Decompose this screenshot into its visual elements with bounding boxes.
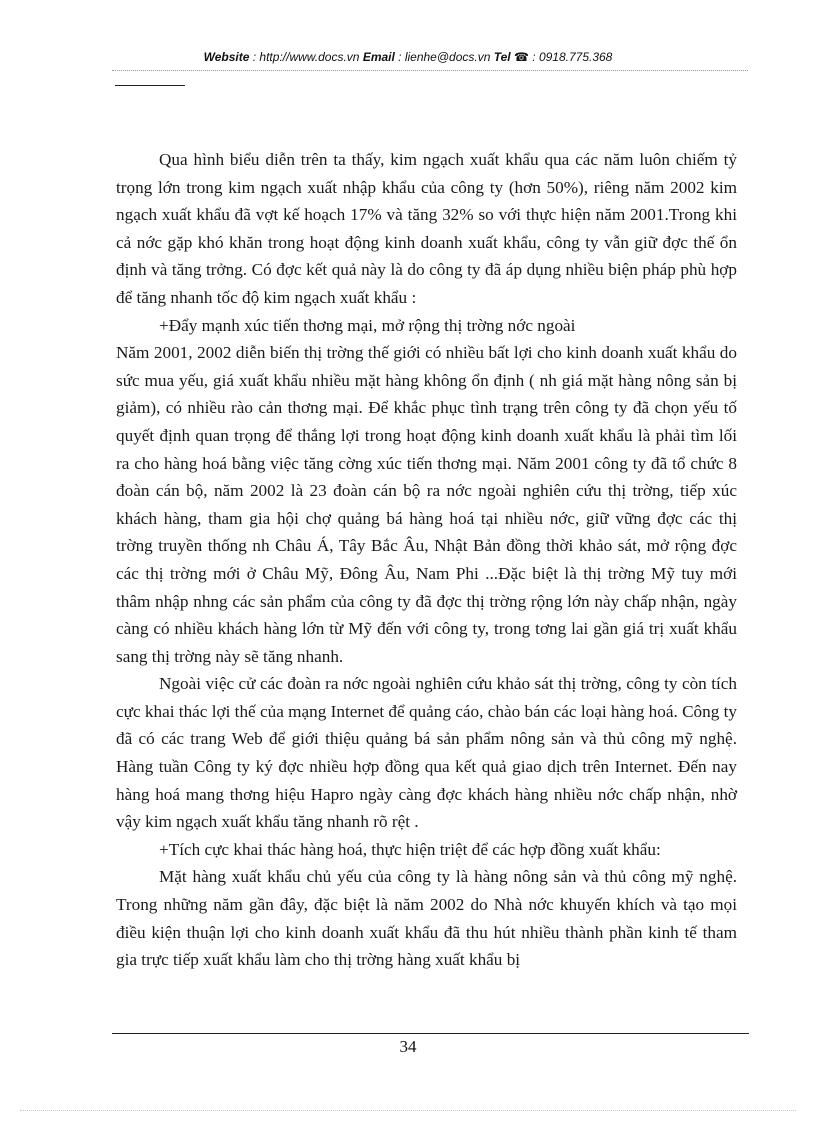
paragraph: +Tích cực khai thác hàng hoá, thực hiện triệt để các hợp đồng xuất khẩu: <box>159 839 661 859</box>
paragraph: Ngoài việc cử các đoàn ra nớc ngoài nghiên cứu khảo sát thị trờng, công ty còn tích cực khai thác lợi thế của mạng Internet để quảng cáo, chào bán các loại hàng hoá. Công ty đã có các trang Web để giới thiệu quảng bá sản phẩm nông sản và thủ công mỹ nghệ. Hàng tuần Công ty ký đợc nhiều hợp đồng qua kết quả giao dịch trên Internet. Đến nay hàng hoá mang thơng hiệu Hapro ngày càng đợc khách hàng nhiều nớc chấp nhận, nhờ vậy kim ngạch xuất khẩu tăng nhanh rõ rệt . <box>116 674 737 832</box>
website-label: Website <box>203 50 250 64</box>
header-short-rule <box>115 85 185 86</box>
paragraph: +Đẩy mạnh xúc tiến thơng mại, mở rộng thị trờng nớc ngoài <box>159 315 576 335</box>
page-number: 34 <box>399 1037 417 1056</box>
website-url[interactable]: : http://www.docs.vn <box>249 50 363 64</box>
phone-icon: ☎ <box>513 50 529 64</box>
header-divider <box>112 70 748 71</box>
tel-label: Tel <box>493 50 511 64</box>
page-bottom-divider <box>20 1110 796 1111</box>
email-label: Email <box>362 50 395 64</box>
footer-divider <box>112 1033 749 1034</box>
body-text <box>116 146 737 974</box>
page-header <box>0 50 816 64</box>
email-address[interactable]: : lienhe@docs.vn <box>394 50 494 64</box>
paragraph: Năm 2001, 2002 diễn biến thị trờng thế giới có nhiều bất lợi cho kinh doanh xuất khẩu do sức mua yếu, giá xuất khẩu nhiều mặt hàng không ổn định ( nh giá mặt hàng nông sản bị giảm), có nhiều rào cản thơng mại. Để khắc phục tình trạng trên công ty đã chọn yếu tố quyết định quan trọng để thắng lợi trong hoạt động kinh doanh xuất khẩu là phải tìm lối ra cho hàng hoá bằng việc tăng cờng xúc tiến thơng mại. Năm 2001 công ty đã tổ chức 8 đoàn cán bộ, năm 2002 là 23 đoàn cán bộ ra nớc ngoài nghiên cứu thị trờng, tiếp xúc khách hàng, tham gia hội chợ quảng bá hàng hoá tại nhiều nớc, giữ vững đợc các thị trờng truyền thống nh Châu Á, Tây Bắc Âu, Nhật Bản đồng thời khảo sát, mở rộng đợc các thị trờng mới ở Châu Mỹ, Đông Âu, Nam Phi ...Đặc biệt là thị trờng Mỹ tuy mới thâm nhập nhng các sản phẩm của công ty đã đợc thị trờng rộng lớn này chấp nhận, ngày càng có nhiều khách hàng lớn từ Mỹ đến với công ty, trong tơng lai gần giá trị xuất khẩu sang thị trờng này sẽ tăng nhanh. <box>116 343 737 666</box>
paragraph: Qua hình biểu diễn trên ta thấy, kim ngạch xuất khẩu qua các năm luôn chiếm tỷ trọng lớn trong kim ngạch xuất nhập khẩu của công ty (hơn 50%), riêng năm 2002 kim ngạch xuất khẩu đã vợt kế hoạch 17% và tăng 32% so với thực hiện năm 2001.Trong khi cả nớc gặp khó khăn trong hoạt động kinh doanh xuất khẩu, công ty vẫn giữ đợc thế ổn định và tăng trởng. Có đợc kết quả này là do công ty đã áp dụng nhiều biện pháp phù hợp để tăng nhanh tốc độ kim ngạch xuất khẩu : <box>116 150 737 307</box>
paragraph: Mặt hàng xuất khẩu chủ yếu của công ty là hàng nông sản và thủ công mỹ nghệ. Trong những năm gần đây, đặc biệt là năm 2002 do Nhà nớc khuyến khích và tạo mọi điều kiện thuận lợi cho kinh doanh xuất khẩu đã thu hút nhiều thành phần kinh tế tham gia trực tiếp xuất khẩu làm cho thị trờng hàng xuất khẩu bị <box>116 867 737 970</box>
tel-number: : 0918.775.368 <box>528 50 613 64</box>
